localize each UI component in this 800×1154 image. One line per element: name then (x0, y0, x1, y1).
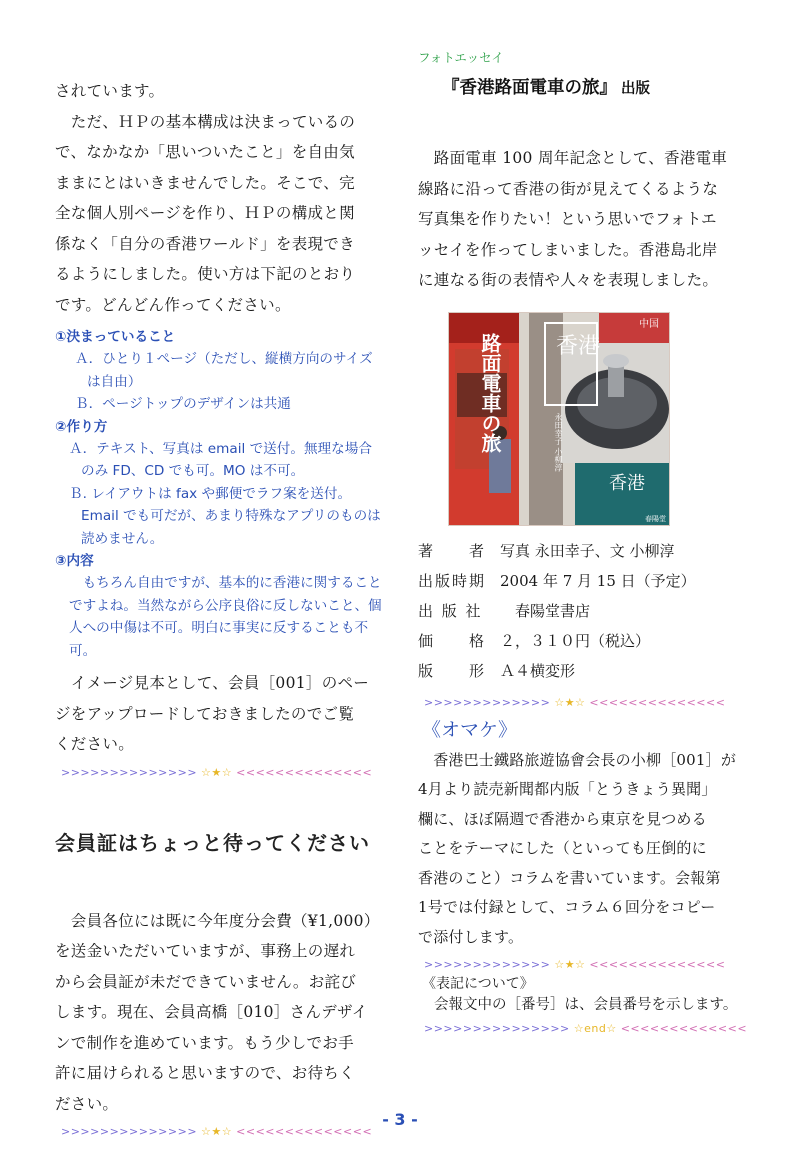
table-row (418, 660, 696, 690)
text-line: イメージ見本として、会員［001］のペー (55, 674, 370, 693)
text-line: 線路に沿って香港の街が見えてくるような (418, 179, 719, 198)
text-line: ただ、ＨＰの基本構成は決まっているの (55, 112, 356, 131)
info-value: 春陽堂書店 (500, 601, 591, 620)
section-divider: >>>>>>>>>>>>>> ☆★☆ <<<<<<<<<<<<<< (61, 765, 373, 779)
text-line: で、なかなか「思いついたこと」を自由気 (55, 143, 355, 161)
page-number: - 3 - (382, 1110, 418, 1129)
text-line: です。どんどん作ってください。 (55, 295, 291, 314)
note-heading: 《表記について》 (422, 976, 534, 992)
book-description (418, 143, 748, 296)
text-line: 会員各位には既に今年度分会費（¥1,000） (55, 911, 380, 930)
text-line: ンで制作を進めています。もう少しでお手 (55, 1033, 354, 1052)
left-column (55, 76, 385, 1138)
rules-list (55, 326, 385, 662)
info-key: 出 版 社 (418, 601, 483, 620)
table-row (418, 630, 696, 660)
info-key: 著 者 (418, 541, 487, 560)
text-line: ままにとはいきませんでした。そこで、完 (55, 173, 355, 192)
text-line: から会員証が未だできていません。お詫び (55, 972, 357, 991)
text-line: ださい。 (55, 1094, 119, 1113)
intro-paragraph (55, 76, 385, 320)
text-line: します。現在、会員高橋［010］さんデザイ (55, 1003, 368, 1022)
text-line: されています。 (55, 82, 165, 100)
text-line: 係なく「自分の香港ワールド」を表現でき (55, 234, 355, 253)
table-row (418, 570, 696, 600)
rule-heading-3: ③内容 (55, 553, 94, 570)
text-line: 全な個人別ページを作り、ＨＰの構成と関 (55, 204, 355, 222)
section-divider: >>>>>>>>>>>>> ☆★☆ <<<<<<<<<<<<<< (424, 958, 726, 971)
section-divider: >>>>>>>>>>>>> ☆★☆ <<<<<<<<<<<<<< (424, 695, 726, 709)
info-key: 版 形 (418, 661, 487, 680)
text-line: を送金いただいていますが、事務上の遅れ (55, 942, 356, 961)
rule-item: Ｂ．ページトップのデザインは共通 (75, 396, 291, 413)
text-line: 4月より読売新聞都内版「とうきょう異聞」 (418, 780, 717, 798)
cover-title-top: 香港 (556, 333, 601, 359)
info-key: 出版時期 (418, 571, 487, 590)
sample-paragraph (55, 668, 385, 760)
text-line: ッセイを作ってしまいました。香港島北岸 (418, 240, 718, 259)
rule-heading-2: ②作り方 (55, 418, 108, 435)
book-cover-image (448, 312, 670, 526)
info-value: Ａ４横変形 (500, 661, 576, 680)
right-column (418, 48, 748, 1035)
table-row (418, 600, 696, 630)
kicker-label: フォトエッセイ (418, 50, 504, 65)
text-line: ことをテーマにした（といっても圧倒的に (418, 839, 707, 857)
text-line: 1号では付録として、コラム６回分をコピー (418, 898, 716, 916)
table-row (418, 540, 696, 570)
info-value: 2004 年 7 月 15 日（予定） (500, 571, 696, 590)
info-key: 価 格 (418, 631, 487, 650)
note-body: 会報文中の［番号］は、会員番号を示します。 (434, 997, 738, 1013)
text-line: ください。 (55, 735, 135, 754)
omake-paragraph (418, 746, 748, 953)
text-line: 許に届けられると思いますので、お待ちく (55, 1064, 355, 1083)
book-title: 『香港路面電車の旅』 出版 (442, 78, 650, 98)
membership-paragraph (55, 906, 385, 1120)
text-line: 路面電車 100 周年記念として、香港電車 (418, 149, 728, 167)
rule-heading-1: ①決まっていること (55, 329, 176, 345)
rule-item: Ａ．ひとり１ページ（ただし、縦横方向のサイズは自由） (75, 351, 373, 390)
cover-vertical-title: 路面電車の旅 (478, 332, 502, 453)
section-heading: 会員証はちょっと待ってください (55, 830, 370, 855)
text-line: ジをアップロードしておきましたのでご覧 (55, 704, 355, 723)
text-line: 欄に、ほぼ隔週で香港から東京を見つめる (418, 809, 707, 828)
text-line: で添付します。 (418, 927, 524, 946)
rule-item: Ｂ. レイアウトは fax や郵便でラフ案を送付。Email でも可だが、あまり特殊なアプリのものは読めません。 (69, 485, 381, 547)
omake-heading: 《オマケ》 (422, 718, 518, 741)
text-line: 香港のこと）コラムを書いています。会報第 (418, 868, 721, 887)
section-divider: >>>>>>>>>>>>>> ☆★☆ <<<<<<<<<<<<<< (61, 1125, 373, 1139)
text-line: 写真集を作りたい！という思いでフォトエ (418, 210, 717, 228)
end-divider: >>>>>>>>>>>>>>> ☆end☆ <<<<<<<<<<<<< (424, 1022, 748, 1035)
text-line: に連なる街の表情や人々を表現しました。 (418, 271, 719, 289)
cover-vertical-author: 永田幸子 小柳淳 (554, 412, 563, 472)
cover-tram-sign: 中国 (639, 318, 659, 330)
info-value: 写真 永田幸子、文 小柳淳 (500, 541, 675, 560)
cover-publisher: 春陽堂 (645, 514, 666, 523)
info-value: ２，３１０円（税込） (500, 631, 651, 650)
cover-title-bottom: 香港 (609, 472, 645, 494)
text-line: 香港巴士鐵路旅遊協會会長の小柳［001］が (418, 750, 737, 769)
book-info-table (418, 540, 696, 690)
rule-item: Ａ．テキスト、写真は email で送付。無理な場合のみ FD、CD でも可。MO は不可。 (69, 441, 372, 480)
rule-body: もちろん自由ですが、基本的に香港に関することですよね。当然ながら公序良俗に反しないこと、個人への中傷は不可。明白に事実に反することも不可。 (69, 575, 382, 659)
text-line: るようにしました。使い方は下記のとおり (55, 265, 356, 283)
